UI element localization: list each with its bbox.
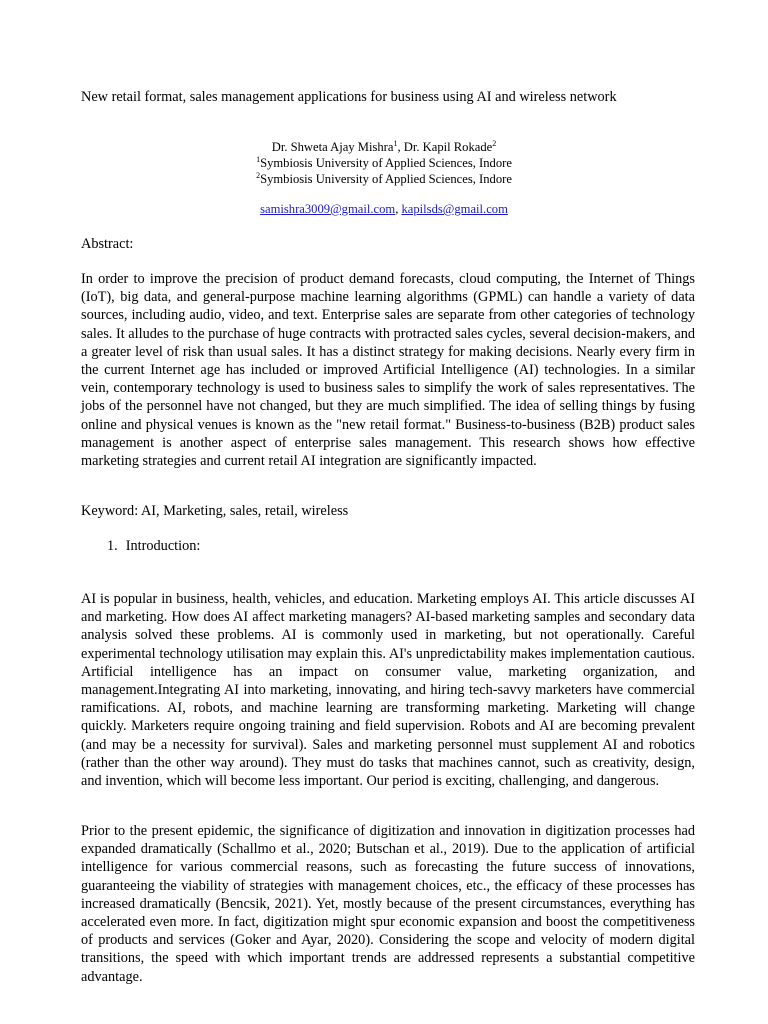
email-link[interactable]: samishra3009@gmail.com (260, 202, 396, 216)
affiliation-marker: 1 (393, 139, 398, 148)
affiliation-text: Symbiosis University of Applied Sciences, Indore (260, 156, 512, 170)
affiliation-line (0, 171, 768, 187)
author-name: Dr. Shweta Ajay Mishra (271, 140, 394, 154)
section-title: Introduction: (125, 538, 201, 554)
author-name: Dr. Kapil Rokade (403, 140, 493, 154)
author-block (0, 139, 768, 187)
section-number: 1. (107, 538, 118, 554)
email-link[interactable]: kapilsds@gmail.com (401, 202, 508, 216)
abstract-text: In order to improve the precision of product demand forecasts, cloud computing, the Internet of Things (IoT), big data, and general-purpose machine learning algorithms (GPML) can handle a variety of data sources, including audio, video, and text. Enterprise sales are separate from other categories of technology sales. It alludes to the purchase of huge contracts with protracted sales cycles, several decision-makers, and a greater level of risk than usual sales. It has a distinct strategy for making decisions. Nearly every firm in the current Internet age has included or improved Artificial Intelligence (AI) technologies. In a similar vein, contemporary technology is used to business sales to simplify the work of sales representatives. The jobs of the personnel have not changed, but they are much simplified. The idea of selling things by fusing online and physical venues is known as the "new retail format." Business-to-business (B2B) product sales management is another aspect of enterprise sales management. This research shows how effective marketing strategies and current retail AI integration are significantly impacted. (81, 271, 695, 470)
affiliation-text: Symbiosis University of Applied Sciences, Indore (260, 172, 512, 186)
email-line (0, 201, 768, 217)
affiliation-marker: 1 (256, 155, 261, 164)
section-heading (107, 537, 200, 555)
author-line (0, 139, 768, 155)
intro-paragraph: Prior to the present epidemic, the significance of digitization and innovation in digitization processes had expanded dramatically (Schallmo et al., 2020; Butschan et al., 2019). Due to the application of artificial intelligence for various commercial reasons, such as forecasting the future success of innovations, guaranteeing the viability of strategies with management choices, etc., the efficacy of these processes has increased dramatically (Bencsik, 2021). Yet, mostly because of the present circumstances, everything has accelerated even more. In fact, digitization might spur economic expansion and boost the competitiveness of products and services (Goker and Ayar, 2020). Considering the scope and velocity of modern digital transitions, the speed with which important trends are addressed represents a substantial competitive advantage. (81, 823, 695, 985)
affiliation-marker: 2 (256, 171, 261, 180)
abstract-heading: Abstract: (81, 236, 134, 252)
keywords-line: Keyword: AI, Marketing, sales, retail, wireless (81, 503, 349, 519)
affiliation-line (0, 155, 768, 171)
paper-title: New retail format, sales management applications for business using AI and wireless network (81, 89, 617, 105)
author-separator: , (397, 140, 404, 154)
email-separator: , (395, 202, 402, 216)
affiliation-marker: 2 (492, 139, 497, 148)
intro-paragraph: AI is popular in business, health, vehicles, and education. Marketing employs AI. This article discusses AI and marketing. How does AI affect marketing managers? AI-based marketing samples and secondary data analysis solved these problems. AI is commonly used in marketing, but not operationally. Careful experimental technology utilisation may explain this. AI's unpredictability makes implementation cautious. Artificial intelligence has an impact on consumer value, marketing organization, and management.Integrating AI into marketing, innovating, and hiring tech-savvy marketers have commercial ramifications. AI, robots, and machine learning are transforming marketing. Marketing will change quickly. Marketers require ongoing training and field supervision. Robots and AI are becoming prevalent (and may be a necessity for survival). Sales and marketing personnel must supplement AI and robotics (rather than the other way around). They must do tasks that machines cannot, such as creativity, design, and invention, which will become less important. Our period is exciting, challenging, and dangerous. (81, 591, 695, 790)
